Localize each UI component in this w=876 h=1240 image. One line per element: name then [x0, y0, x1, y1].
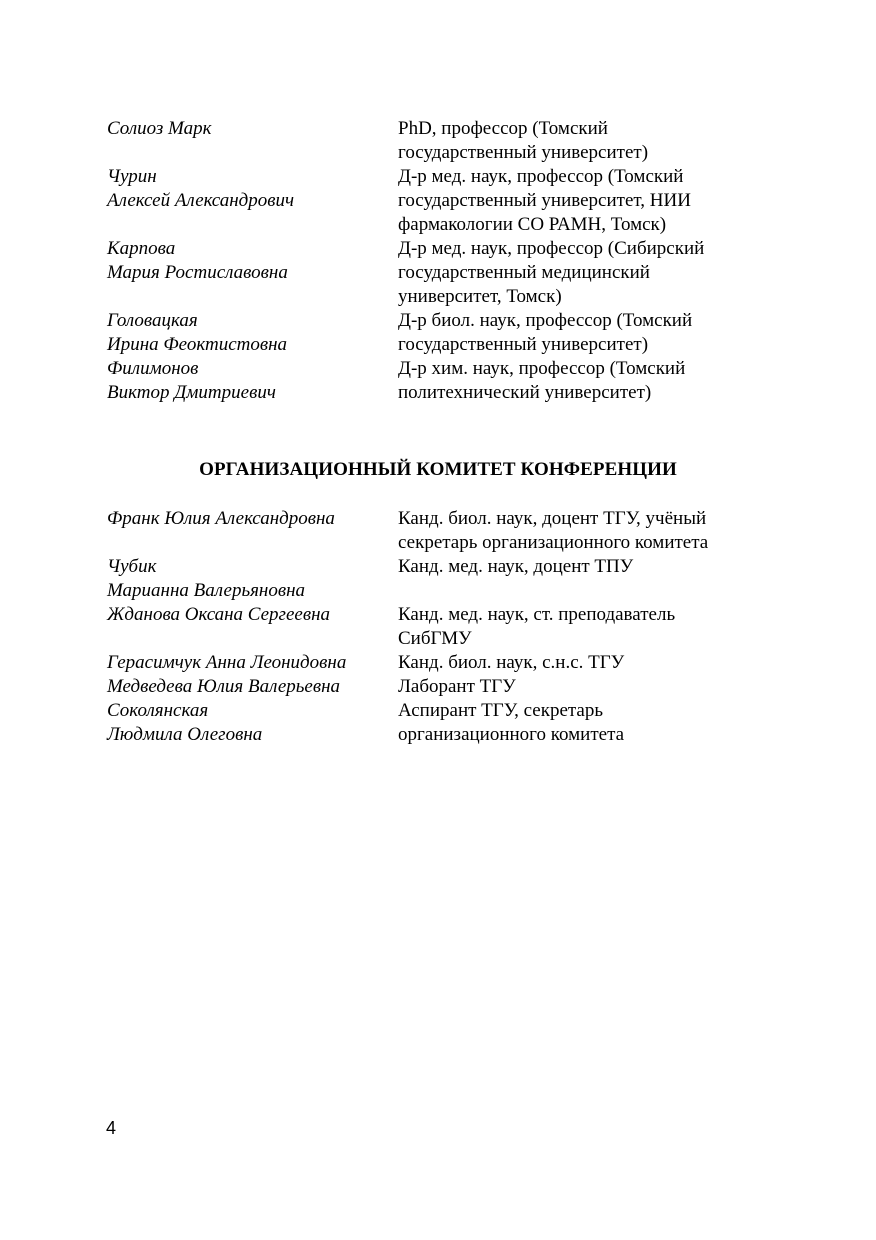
member-name: Головацкая Ирина Феоктистовна — [107, 310, 288, 355]
member-role: Д-р мед. наук, профессор (Томский государственный университет, НИИ фармакологии СО РАМН, Томск) — [398, 166, 691, 235]
member-name: Карпова Мария Ростиславовна — [107, 238, 288, 283]
member-role: PhD, профессор (Томский государственный университет) — [398, 118, 649, 163]
board-member — [107, 357, 767, 405]
member-role: Д-р биол. наук, профессор (Томский государственный университет) — [398, 310, 693, 355]
member-name: Герасимчук Анна Леонидовна — [107, 652, 347, 673]
committee-member-list — [107, 507, 767, 747]
member-role: Аспирант ТГУ, секретарь организационного комитета — [398, 700, 625, 745]
committee-member — [107, 507, 767, 555]
member-role: Канд. мед. наук, доцент ТПУ — [398, 556, 634, 577]
member-name: Медведева Юлия Валерьевна — [107, 676, 341, 697]
committee-member — [107, 651, 767, 675]
board-member — [107, 117, 767, 165]
member-name: Чурин Алексей Александрович — [107, 166, 295, 211]
committee-member — [107, 555, 767, 603]
member-name: Жданова Оксана Сергеевна — [107, 604, 330, 625]
member-role: Лаборант ТГУ — [398, 676, 516, 697]
board-member — [107, 237, 767, 309]
committee-heading: ОРГАНИЗАЦИОННЫЙ КОМИТЕТ КОНФЕРЕНЦИИ — [199, 459, 677, 480]
committee-member — [107, 675, 767, 699]
page-number: 4 — [106, 1118, 117, 1138]
member-name: Солиоз Марк — [107, 118, 212, 139]
board-member — [107, 165, 767, 237]
committee-member — [107, 603, 767, 651]
member-role: Д-р хим. наук, профессор (Томский политехнический университет) — [398, 358, 686, 403]
member-name: Франк Юлия Александровна — [107, 508, 335, 529]
member-role: Канд. мед. наук, ст. преподаватель СибГМУ — [398, 604, 676, 649]
committee-member — [107, 699, 767, 747]
member-name: Чубик Марианна Валерьяновна — [107, 556, 306, 601]
board-member — [107, 309, 767, 357]
member-role: Канд. биол. наук, доцент ТГУ, учёный секретарь организационного комитета — [398, 508, 709, 553]
member-name: Филимонов Виктор Дмитриевич — [107, 358, 276, 403]
member-role: Д-р мед. наук, профессор (Сибирский государственный медицинский университет, Томск) — [398, 238, 705, 307]
board-member-list — [107, 117, 767, 405]
member-name: Соколянская Людмила Олеговна — [107, 700, 263, 745]
member-role: Канд. биол. наук, с.н.с. ТГУ — [398, 652, 625, 673]
